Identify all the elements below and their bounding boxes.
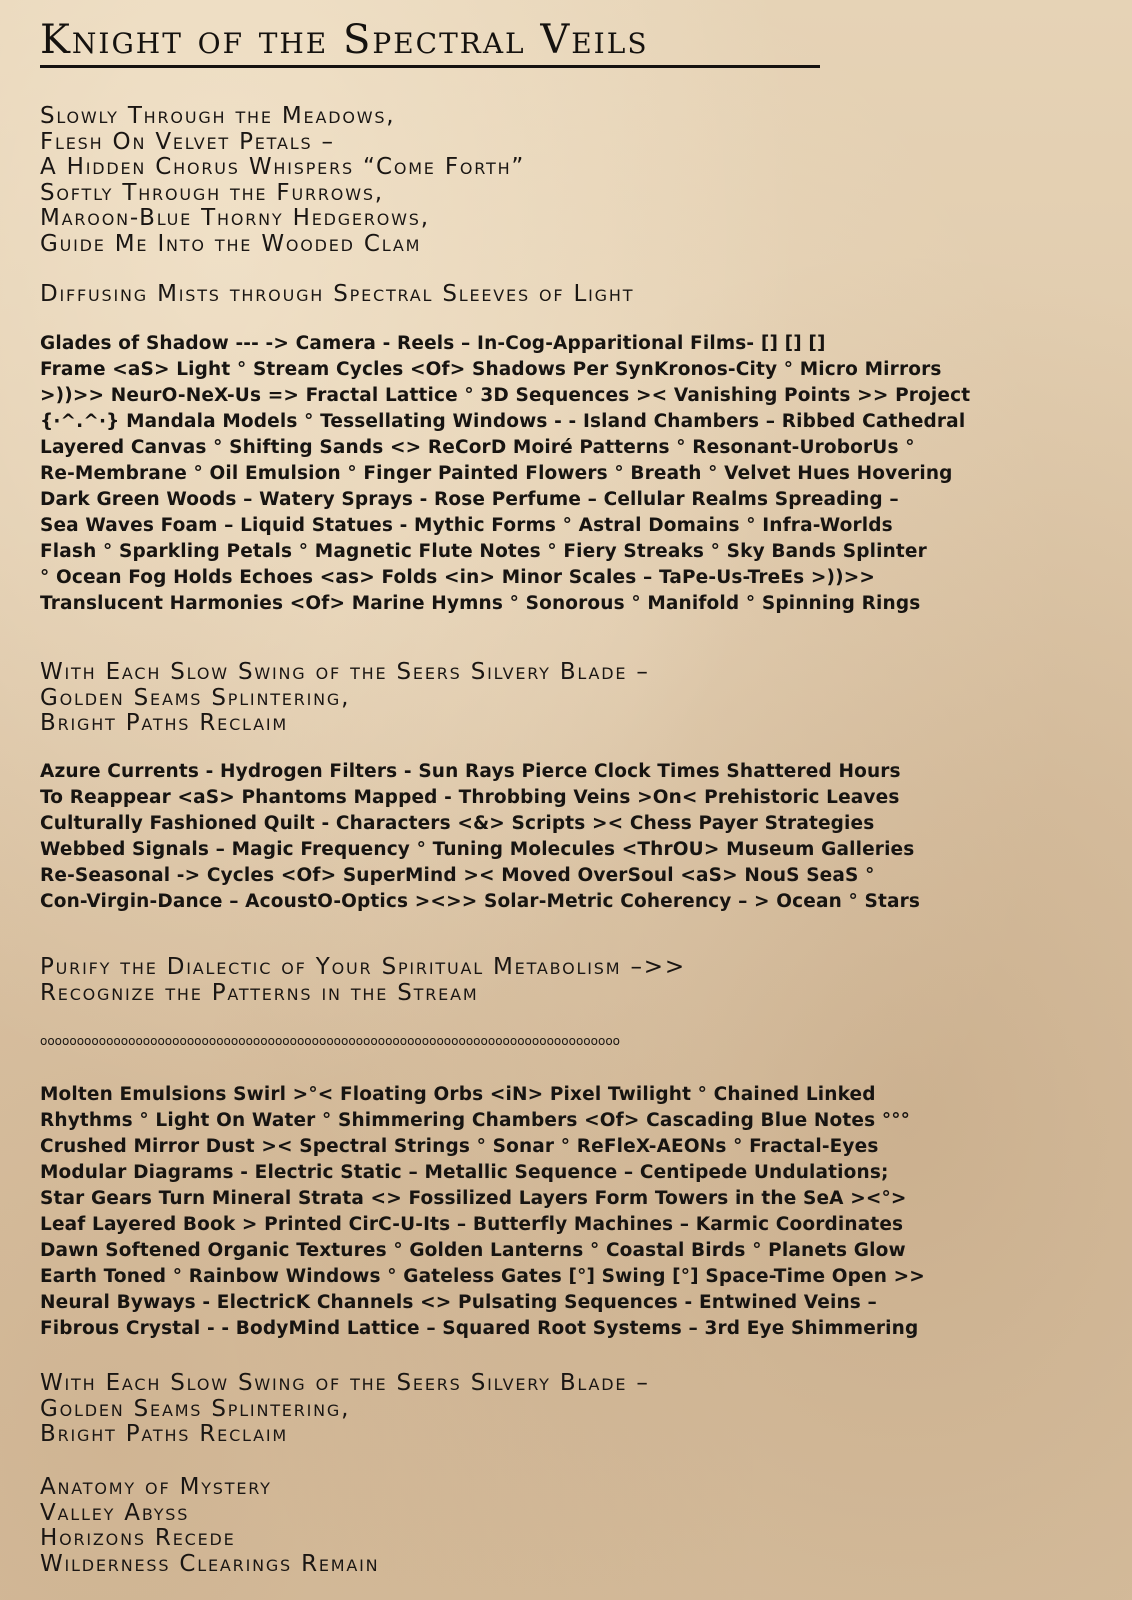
verse-line: Earth Toned ° Rainbow Windows ° Gateless Gates [°] Swing [°] Space-Time Open >> bbox=[40, 1266, 925, 1287]
poem-line: Valley Abyss bbox=[40, 1499, 190, 1526]
title-underline bbox=[40, 65, 820, 68]
verse-line: To Reappear <aS> Phantoms Mapped - Throbbing Veins >On< Prehistoric Leaves bbox=[40, 787, 900, 808]
verse-block-1 bbox=[40, 331, 970, 617]
verse-line: Translucent Harmonies <Of> Marine Hymns ° Sonorous ° Manifold ° Spinning Rings bbox=[40, 593, 921, 614]
verse-line: Re-Seasonal -> Cycles <Of> SuperMind >< Moved OverSoul <aS> NouS SeaS ° bbox=[40, 865, 875, 886]
poem-line: Guide Me Into the Wooded Clam bbox=[40, 230, 422, 257]
verse-block-3 bbox=[40, 1082, 925, 1342]
verse-line: Webbed Signals – Magic Frequency ° Tuning Molecules <ThrOU> Museum Galleries bbox=[40, 839, 915, 860]
verse-line: Dark Green Woods – Watery Sprays - Rose Perfume – Cellular Realms Spreading – bbox=[40, 489, 899, 510]
poem-line: With Each Slow Swing of the Seers Silvery Blade – bbox=[40, 1370, 650, 1396]
verse-line: Fibrous Crystal - - BodyMind Lattice – Squared Root Systems – 3rd Eye Shimmering bbox=[40, 1318, 919, 1339]
poem-line: Horizons Recede bbox=[40, 1525, 236, 1552]
purify-stanza bbox=[40, 955, 686, 1006]
verse-line: Con-Virgin-Dance – AcoustO-Optics ><>> Solar-Metric Coherency – > Ocean ° Stars bbox=[40, 891, 921, 912]
verse-line: Glades of Shadow --- -> Camera - Reels – In-Cog-Apparitional Films- [] [] [] bbox=[40, 333, 826, 354]
poem-line: Recognize the Patterns in the Stream bbox=[40, 979, 479, 1006]
verse-line: Culturally Fashioned Quilt - Characters <&> Scripts >< Chess Payer Strategies bbox=[40, 813, 875, 834]
verse-line: Re-Membrane ° Oil Emulsion ° Finger Painted Flowers ° Breath ° Velvet Hues Hovering bbox=[40, 463, 953, 484]
poem-line: Slowly Through the Meadows, bbox=[40, 103, 396, 129]
verse-line: {·^.^·} Mandala Models ° Tessellating Windows - - Island Chambers – Ribbed Cathedral bbox=[40, 411, 966, 432]
verse-block-2 bbox=[40, 759, 920, 915]
poem-line: A Hidden Chorus Whispers “Come Forth” bbox=[40, 154, 526, 181]
verse-line: Rhythms ° Light On Water ° Shimmering Chambers <Of> Cascading Blue Notes °°° bbox=[40, 1110, 911, 1131]
closing-stanza bbox=[40, 1475, 379, 1577]
poem-line: Golden Seams Splintering, bbox=[40, 1395, 351, 1422]
verse-line: Layered Canvas ° Shifting Sands <> ReCorD Moiré Patterns ° Resonant-UroborUs ° bbox=[40, 437, 915, 458]
verse-line: Star Gears Turn Mineral Strata <> Fossilized Layers Form Towers in the SeA ><°> bbox=[40, 1188, 907, 1209]
verse-line: Molten Emulsions Swirl >°< Floating Orbs <iN> Pixel Twilight ° Chained Linked bbox=[40, 1084, 876, 1105]
poem-line: Purify the Dialectic of Your Spiritual Metabolism –>> bbox=[40, 954, 686, 980]
poem-line: Wilderness Clearings Remain bbox=[40, 1550, 380, 1577]
verse-line: Crushed Mirror Dust >< Spectral Strings ° Sonar ° ReFleX-AEONs ° Fractal-Eyes bbox=[40, 1136, 879, 1157]
poem-line: Anatomy of Mystery bbox=[40, 1474, 272, 1500]
verse-line: Azure Currents - Hydrogen Filters - Sun Rays Pierce Clock Times Shattered Hours bbox=[40, 761, 901, 782]
poem-line: Bright Paths Reclaim bbox=[40, 1421, 288, 1448]
verse-line: Sea Waves Foam – Liquid Statues - Mythic Forms ° Astral Domains ° Infra-Worlds bbox=[40, 515, 893, 536]
refrain-2 bbox=[40, 1371, 650, 1448]
verse-line: Modular Diagrams - Electric Static – Metallic Sequence – Centipede Undulations; bbox=[40, 1162, 889, 1183]
circle-divider: ooooooooooooooooooooooooooooooooooooooooooooooooooooooooooooooooooooooooooooooo bbox=[40, 1034, 621, 1048]
verse-line: Leaf Layered Book > Printed CirC-U-Its – Butterfly Machines – Karmic Coordinates bbox=[40, 1214, 904, 1235]
stanza-opening bbox=[40, 104, 525, 258]
verse-line: Frame <aS> Light ° Stream Cycles <Of> Shadows Per SynKronos-City ° Micro Mirrors bbox=[40, 359, 942, 380]
verse-line: Neural Byways - ElectricK Channels <> Pulsating Sequences - Entwined Veins – bbox=[40, 1292, 877, 1313]
refrain-1 bbox=[40, 660, 650, 737]
poem-line: Maroon-Blue Thorny Hedgerows, bbox=[40, 205, 430, 232]
poem-line: Golden Seams Splintering, bbox=[40, 684, 351, 711]
poem-line: With Each Slow Swing of the Seers Silvery Blade – bbox=[40, 659, 650, 685]
verse-line: ° Ocean Fog Holds Echoes <as> Folds <in> Minor Scales – TaPe-Us-TreEs >))>> bbox=[40, 567, 876, 588]
poem-line: Bright Paths Reclaim bbox=[40, 710, 288, 737]
verse-line: >))>> NeurO-NeX-Us => Fractal Lattice ° 3D Sequences >< Vanishing Points >> Project bbox=[40, 385, 971, 406]
poem-line: Softly Through the Furrows, bbox=[40, 179, 384, 206]
poem-line: Diffusing Mists through Spectral Sleeves of Light bbox=[40, 281, 635, 307]
poem-line: Flesh On Velvet Petals – bbox=[40, 128, 335, 155]
page-title: Knight of the Spectral Veils bbox=[40, 17, 649, 63]
verse-line: Flash ° Sparkling Petals ° Magnetic Flute Notes ° Fiery Streaks ° Sky Bands Splinter bbox=[40, 541, 927, 562]
diffusing-line bbox=[40, 282, 634, 308]
verse-line: Dawn Softened Organic Textures ° Golden Lanterns ° Coastal Birds ° Planets Glow bbox=[40, 1240, 906, 1261]
